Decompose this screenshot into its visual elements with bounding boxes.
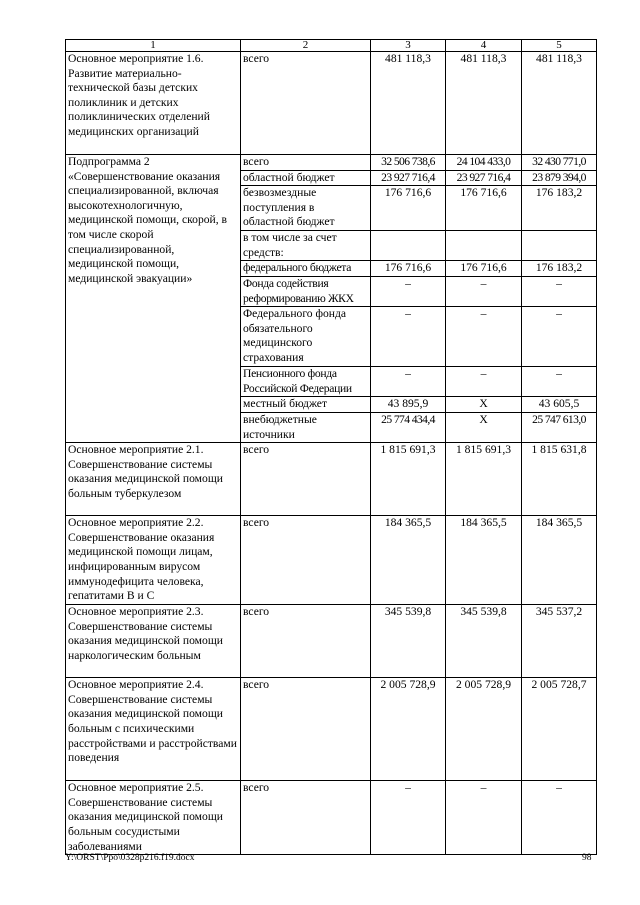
subprogram-name: Подпрограмма 2 «Совершенствование оказания специализированной, включая высокотехнологичную, медицинской помощи, скорой, в том числе скорой специализированной, медицинской помощи, медицинской эвакуации»: [66, 155, 241, 443]
value-col3: –: [371, 367, 446, 397]
value-col5: –: [522, 367, 597, 397]
value-col4: 24 104 433,0: [446, 155, 522, 171]
value-col5: 176 183,2: [522, 261, 597, 277]
table-row: [66, 678, 597, 781]
value-col3: 345 539,8: [371, 605, 446, 678]
funding-source: всего: [241, 781, 371, 855]
value-col4: –: [446, 367, 522, 397]
value-col4: 2 005 728,9: [446, 678, 522, 781]
value-col5: 1 815 631,8: [522, 443, 597, 516]
value-col3: –: [371, 276, 446, 306]
activity-name: Основное мероприятие 1.6. Развитие материально-технической базы детских поликлиник и детских поликлинических отделений медицинских организаций: [66, 52, 241, 155]
page-number: 98: [582, 853, 592, 863]
value-col3: 23 927 716,4: [371, 170, 446, 186]
funding-source: областной бюджет: [241, 170, 371, 186]
funding-source: всего: [241, 678, 371, 781]
value-col5: 184 365,5: [522, 516, 597, 605]
value-col5: –: [522, 276, 597, 306]
footer-file-path: Y:\ORST\Ppo\0328p216.f19.docx: [65, 853, 195, 863]
table-row: [66, 443, 597, 516]
funding-source: местный бюджет: [241, 397, 371, 413]
value-col4: 23 927 716,4: [446, 170, 522, 186]
activity-name: Основное мероприятие 2.1. Совершенствование системы оказания медицинской помощи больным туберкулезом: [66, 443, 241, 516]
activity-name: Основное мероприятие 2.4. Совершенствование системы оказания медицинской помощи больным с психическими расстройствами и расстройствами поведения: [66, 678, 241, 781]
table-row: [66, 781, 597, 855]
value-col5: –: [522, 781, 597, 855]
value-col3: 2 005 728,9: [371, 678, 446, 781]
value-col5: 2 005 728,7: [522, 678, 597, 781]
value-col5: 32 430 771,0: [522, 155, 597, 171]
value-col3: 1 815 691,3: [371, 443, 446, 516]
value-col4: 176 716,6: [446, 186, 522, 231]
header-cell-2: 2: [241, 40, 371, 52]
funding-source: всего: [241, 443, 371, 516]
header-row: [66, 40, 597, 52]
value-col4: –: [446, 781, 522, 855]
funding-source: федерального бюджета: [241, 261, 371, 277]
funding-source: всего: [241, 516, 371, 605]
value-col4: 481 118,3: [446, 52, 522, 155]
value-col5: –: [522, 307, 597, 367]
funding-source: Пенсионного фонда Российской Федерации: [241, 367, 371, 397]
table-row: [66, 516, 597, 605]
funding-source: всего: [241, 155, 371, 171]
funding-source: Федерального фонда обязательного медицинского страхования: [241, 307, 371, 367]
value-col3: 25 774 434,4: [371, 412, 446, 442]
value-col3: 176 716,6: [371, 261, 446, 277]
value-col5: 25 747 613,0: [522, 412, 597, 442]
value-col4: 345 539,8: [446, 605, 522, 678]
funding-source: Фонда содействия реформированию ЖКХ: [241, 276, 371, 306]
header-cell-3: 3: [371, 40, 446, 52]
value-col3: –: [371, 307, 446, 367]
value-col4: [446, 231, 522, 261]
budget-table: [65, 39, 597, 855]
value-col4: Х: [446, 412, 522, 442]
header-cell-4: 4: [446, 40, 522, 52]
funding-source: всего: [241, 52, 371, 155]
value-col3: –: [371, 781, 446, 855]
value-col5: 176 183,2: [522, 186, 597, 231]
value-col4: Х: [446, 397, 522, 413]
value-col4: 184 365,5: [446, 516, 522, 605]
value-col4: 1 815 691,3: [446, 443, 522, 516]
value-col5: [522, 231, 597, 261]
table-row: [66, 52, 597, 155]
value-col3: [371, 231, 446, 261]
value-col4: –: [446, 276, 522, 306]
value-col4: –: [446, 307, 522, 367]
value-col4: 176 716,6: [446, 261, 522, 277]
activity-name: Основное мероприятие 2.5. Совершенствование системы оказания медицинской помощи больным сосудистыми заболеваниями: [66, 781, 241, 855]
value-col5: 481 118,3: [522, 52, 597, 155]
value-col5: 345 537,2: [522, 605, 597, 678]
header-cell-5: 5: [522, 40, 597, 52]
funding-source: безвозмездные поступления в областной бюджет: [241, 186, 371, 231]
activity-name: Основное мероприятие 2.3. Совершенствование системы оказания медицинской помощи наркологическим больным: [66, 605, 241, 678]
funding-source: всего: [241, 605, 371, 678]
table-row: [66, 605, 597, 678]
table-row: [66, 155, 597, 171]
value-col3: 176 716,6: [371, 186, 446, 231]
header-cell-1: 1: [66, 40, 241, 52]
funding-source: внебюджетные источники: [241, 412, 371, 442]
funding-source: в том числе за счет средств:: [241, 231, 371, 261]
value-col3: 481 118,3: [371, 52, 446, 155]
value-col3: 184 365,5: [371, 516, 446, 605]
value-col5: 23 879 394,0: [522, 170, 597, 186]
value-col3: 43 895,9: [371, 397, 446, 413]
activity-name: Основное мероприятие 2.2. Совершенствование оказания медицинской помощи лицам, инфицированным вирусом иммунодефицита человека, гепатитами B и C: [66, 516, 241, 605]
value-col3: 32 506 738,6: [371, 155, 446, 171]
value-col5: 43 605,5: [522, 397, 597, 413]
